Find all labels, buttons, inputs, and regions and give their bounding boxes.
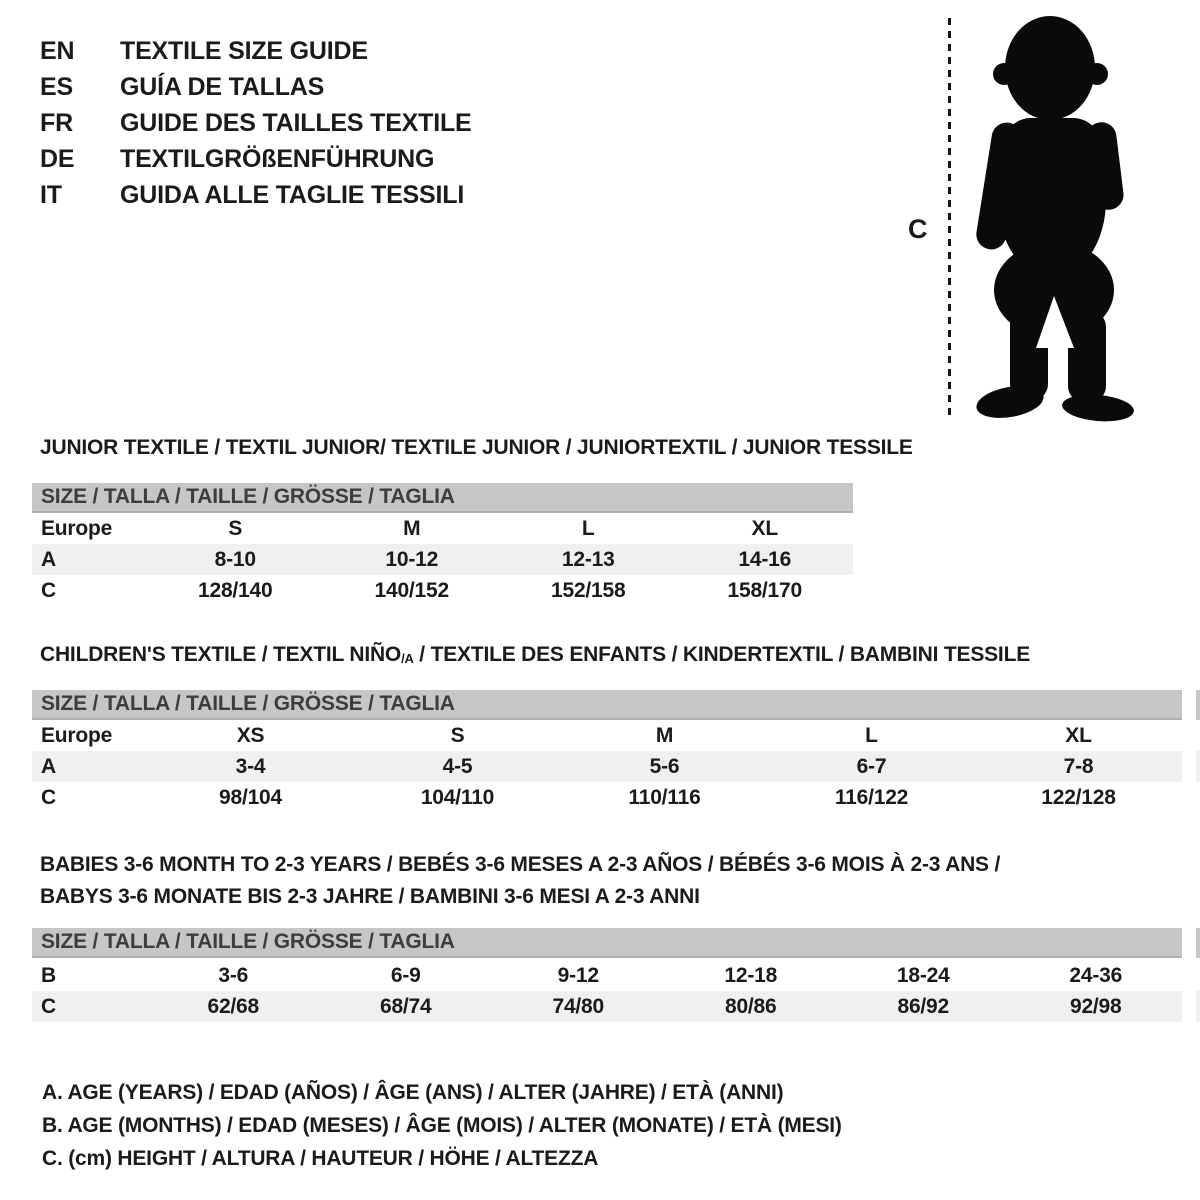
babies-size-header-bar: SIZE / TALLA / TAILLE / GRÖSSE / TAGLIA (32, 928, 1182, 958)
table-cell: 3-4 (235, 755, 266, 778)
junior-section-title (40, 436, 913, 460)
table-edge-sliver (1196, 991, 1200, 1022)
row-label: A (41, 755, 56, 778)
table-cell: 14-16 (738, 548, 792, 571)
table-row-a (32, 751, 1182, 782)
language-list (40, 33, 472, 213)
guide-title: GUIDA ALLE TAGLIE TESSILI (120, 181, 465, 209)
row-label: C (41, 579, 56, 602)
table-cell: 92/98 (1069, 995, 1122, 1018)
row-label: Europe (41, 517, 113, 540)
section-title-line: CHILDREN'S TEXTILE / TEXTIL NIÑO/A / TEXTILE DES ENFANTS / KINDERTEXTIL / BAMBINI TESSILE (40, 643, 1031, 666)
legend-line: A. AGE (YEARS) / EDAD (AÑOS) / ÂGE (ANS) / ALTER (JAHRE) / ETÀ (ANNI) (42, 1081, 784, 1104)
language-code: EN (40, 37, 75, 65)
table-cell: 128/140 (197, 579, 273, 602)
language-row (40, 33, 472, 69)
legend-line: B. AGE (MONTHS) / EDAD (MESES) / ÂGE (MOIS) / ALTER (MONATE) / ETÀ (MESI) (42, 1114, 842, 1137)
table-row-europe (32, 720, 1182, 751)
language-row (40, 141, 472, 177)
table-cell: M (403, 517, 421, 540)
table-row-b (32, 960, 1182, 991)
language-row (40, 69, 472, 105)
guide-title: GUIDE DES TAILLES TEXTILE (120, 109, 472, 137)
table-cell: S (228, 517, 243, 540)
table-cell: 3-6 (218, 964, 249, 987)
children-size-header-bar: SIZE / TALLA / TAILLE / GRÖSSE / TAGLIA (32, 690, 1182, 720)
table-edge-sliver (1196, 690, 1200, 720)
table-cell: 24-36 (1069, 964, 1123, 987)
table-cell: S (450, 724, 465, 747)
language-code: ES (40, 73, 73, 101)
table-edge-sliver (1196, 928, 1200, 958)
measure-c-label: C (908, 214, 928, 244)
table-cell: 10-12 (385, 548, 439, 571)
row-label: Europe (41, 724, 113, 747)
table-cell: 98/104 (218, 786, 283, 809)
table-row-c (32, 991, 1182, 1022)
table-cell: 116/122 (834, 786, 909, 809)
table-row-c (32, 575, 853, 606)
section-title-line: BABYS 3-6 MONATE BIS 2-3 JAHRE / BAMBINI 3-6 MESI A 2-3 ANNI (40, 885, 700, 908)
table-cell: XL (751, 517, 778, 540)
table-cell: 9-12 (557, 964, 599, 987)
language-code: FR (40, 109, 73, 137)
row-label: B (41, 964, 56, 987)
junior-size-table (32, 513, 853, 606)
table-cell: 74/80 (552, 995, 605, 1018)
guide-title: TEXTILGRÖßENFÜHRUNG (120, 145, 435, 173)
table-cell: 104/110 (420, 786, 495, 809)
table-cell: 18-24 (896, 964, 950, 987)
language-row (40, 177, 472, 213)
language-row (40, 105, 472, 141)
table-cell: 110/116 (628, 786, 701, 809)
table-cell: 4-5 (442, 755, 473, 778)
table-cell: L (865, 724, 878, 747)
table-edge-sliver (1196, 751, 1200, 782)
children-section-title (40, 643, 1030, 667)
table-cell: 152/158 (550, 579, 626, 602)
table-cell: 5-6 (649, 755, 680, 778)
baby-toddler-silhouette-icon (958, 10, 1146, 422)
table-cell: 8-10 (214, 548, 256, 571)
table-cell: 80/86 (724, 995, 777, 1018)
guide-title: GUÍA DE TALLAS (120, 73, 325, 101)
row-label: A (41, 548, 56, 571)
table-cell: 6-9 (390, 964, 421, 987)
table-row-a (32, 544, 853, 575)
section-title-line: JUNIOR TEXTILE / TEXTIL JUNIOR/ TEXTILE JUNIOR / JUNIORTEXTIL / JUNIOR TESSILE (40, 436, 913, 459)
table-cell: 7-8 (1063, 755, 1094, 778)
language-code: IT (40, 181, 62, 209)
language-code: DE (40, 145, 75, 173)
babies-section-title (40, 849, 1000, 913)
legend-line: C. (cm) HEIGHT / ALTURA / HAUTEUR / HÖHE / ALTEZZA (42, 1147, 599, 1170)
legend (42, 1076, 842, 1175)
table-cell: 62/68 (207, 995, 260, 1018)
table-cell: L (581, 517, 595, 540)
table-cell: 6-7 (856, 755, 887, 778)
table-cell: M (655, 724, 674, 747)
junior-size-header-bar: SIZE / TALLA / TAILLE / GRÖSSE / TAGLIA (32, 483, 853, 513)
table-cell: XS (236, 724, 265, 747)
table-cell: 122/128 (1041, 786, 1116, 809)
table-row-europe (32, 513, 853, 544)
guide-title: TEXTILE SIZE GUIDE (120, 37, 368, 65)
children-size-table (32, 720, 1182, 813)
babies-size-table (32, 960, 1182, 1022)
height-measure-line (948, 18, 951, 416)
table-cell: 158/170 (727, 579, 802, 602)
table-row-c (32, 782, 1182, 813)
table-cell: XL (1065, 724, 1092, 747)
table-cell: 140/152 (374, 579, 449, 602)
table-cell: 68/74 (379, 995, 432, 1018)
section-title-line: BABIES 3-6 MONTH TO 2-3 YEARS / BEBÉS 3-6 MESES A 2-3 AÑOS / BÉBÉS 3-6 MOIS À 2-3 ANS / (40, 853, 1001, 876)
row-label: C (41, 786, 56, 809)
row-label: C (41, 995, 56, 1018)
table-cell: 12-18 (724, 964, 778, 987)
table-cell: 12-13 (561, 548, 615, 571)
table-cell: 86/92 (897, 995, 950, 1018)
